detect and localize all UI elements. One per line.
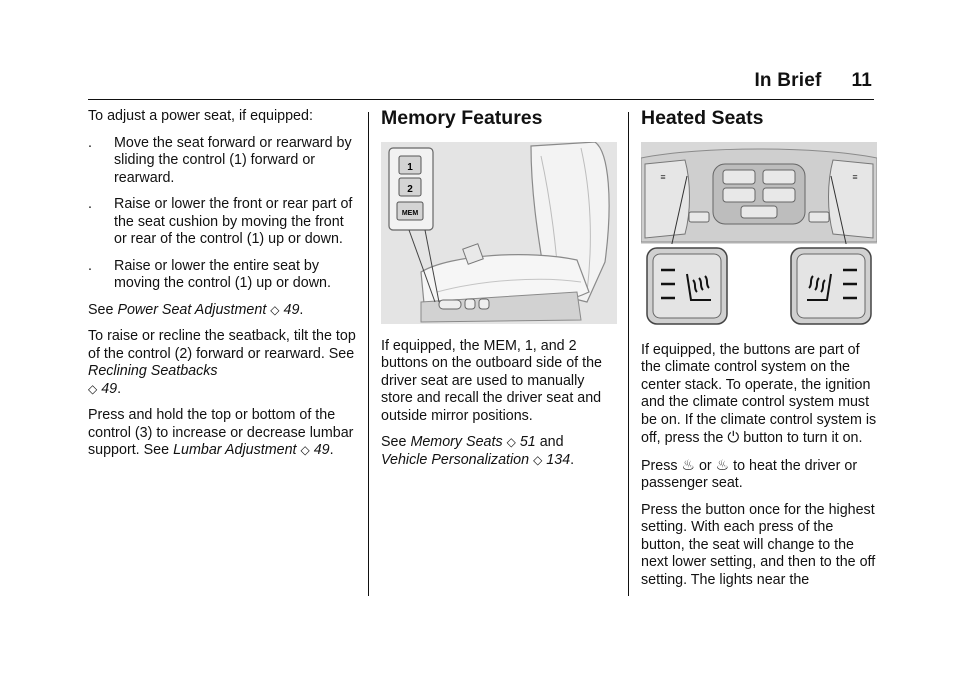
- memory-features-heading: Memory Features: [381, 107, 543, 129]
- link-lumbar-adjustment[interactable]: Lumbar Adjustment ◇ 49: [173, 442, 330, 458]
- column-memory-features: [381, 108, 617, 478]
- bullet-item: . Raise or lower the front or rear part of the seat cushion by moving the front or rear of the control (1) up or down.: [88, 196, 353, 247]
- page-ref-icon: ◇: [533, 452, 543, 467]
- bullet-item: . Raise or lower the entire seat by moving the control (1) up or down.: [88, 257, 331, 291]
- column-divider: [628, 112, 629, 596]
- mem-button-mem-label: MEM: [401, 209, 419, 217]
- page-number: 11: [851, 70, 872, 91]
- intro-text: To adjust a power seat, if equipped:: [88, 108, 313, 124]
- page-ref-icon: ◇: [300, 443, 310, 457]
- page-ref-icon: ◇: [88, 381, 98, 396]
- see-power-seat: See Power Seat Adjustment ◇ 49.: [88, 301, 304, 318]
- passenger-heated-seat-icon: ♨: [715, 456, 730, 474]
- memory-seat-illustration: [381, 142, 617, 324]
- link-reclining-seatbacks[interactable]: Reclining Seatbacks ◇ 49: [88, 363, 218, 397]
- heated-seats-description: If equipped, the buttons are part of the climate control system on the center stack. To operate, the ignition and the climate control system must be on. If the climate control system is off, press the ⏻ button to turn it on.: [641, 341, 877, 446]
- link-power-seat-adjustment[interactable]: Power Seat Adjustment ◇ 49: [117, 301, 300, 318]
- column-divider: [368, 112, 369, 596]
- see-memory-seats: See Memory Seats ◇ 51 and Vehicle Personalization ◇ 134.: [381, 434, 575, 468]
- recline-text: To raise or recline the seatback, tilt the top of the control (2) forward or rearward. See Reclining Seatbacks ◇ 49.: [88, 328, 356, 397]
- link-memory-seats[interactable]: Memory Seats ◇ 51: [410, 434, 536, 450]
- lumbar-text: Press and hold the top or bottom of the control (3) to increase or decrease lumbar support. See Lumbar Adjustment ◇ 49.: [88, 407, 354, 458]
- header-rule: [88, 99, 874, 100]
- page-ref-icon: ◇: [270, 302, 280, 317]
- mem-button-1-label: 1: [407, 161, 413, 173]
- link-vehicle-personalization[interactable]: Vehicle Personalization ◇ 134: [381, 451, 571, 468]
- bullet-item: . Move the seat forward or rearward by sliding the control (1) forward or rearward.: [88, 134, 352, 186]
- svg-text:≡: ≡: [660, 171, 666, 182]
- heated-seats-heading: Heated Seats: [641, 107, 764, 129]
- column-power-seat: [88, 108, 356, 469]
- section-title: In Brief: [754, 70, 822, 91]
- mem-button-2-label: 2: [407, 183, 413, 195]
- column-heated-seats: [641, 108, 877, 598]
- page-header: [754, 70, 872, 92]
- power-icon: ⏻: [727, 429, 740, 446]
- heat-press-text: Press ♨ or ♨ to heat the driver or passenger seat.: [641, 456, 858, 491]
- page-ref-icon: ◇: [506, 435, 516, 449]
- svg-text:≡: ≡: [852, 171, 858, 182]
- heated-seat-controls-illustration: [641, 142, 877, 328]
- heat-settings-text: Press the button once for the highest setting. With each press of the button, the seat will change to the next lower setting, and then to the off setting. The lights near the: [641, 501, 876, 588]
- memory-description: If equipped, the MEM, 1, and 2 buttons on the outboard side of the driver seat are used to manually store and recall the driver seat and outside mirror positions.: [381, 337, 602, 424]
- driver-heated-seat-icon: ♨: [681, 456, 695, 474]
